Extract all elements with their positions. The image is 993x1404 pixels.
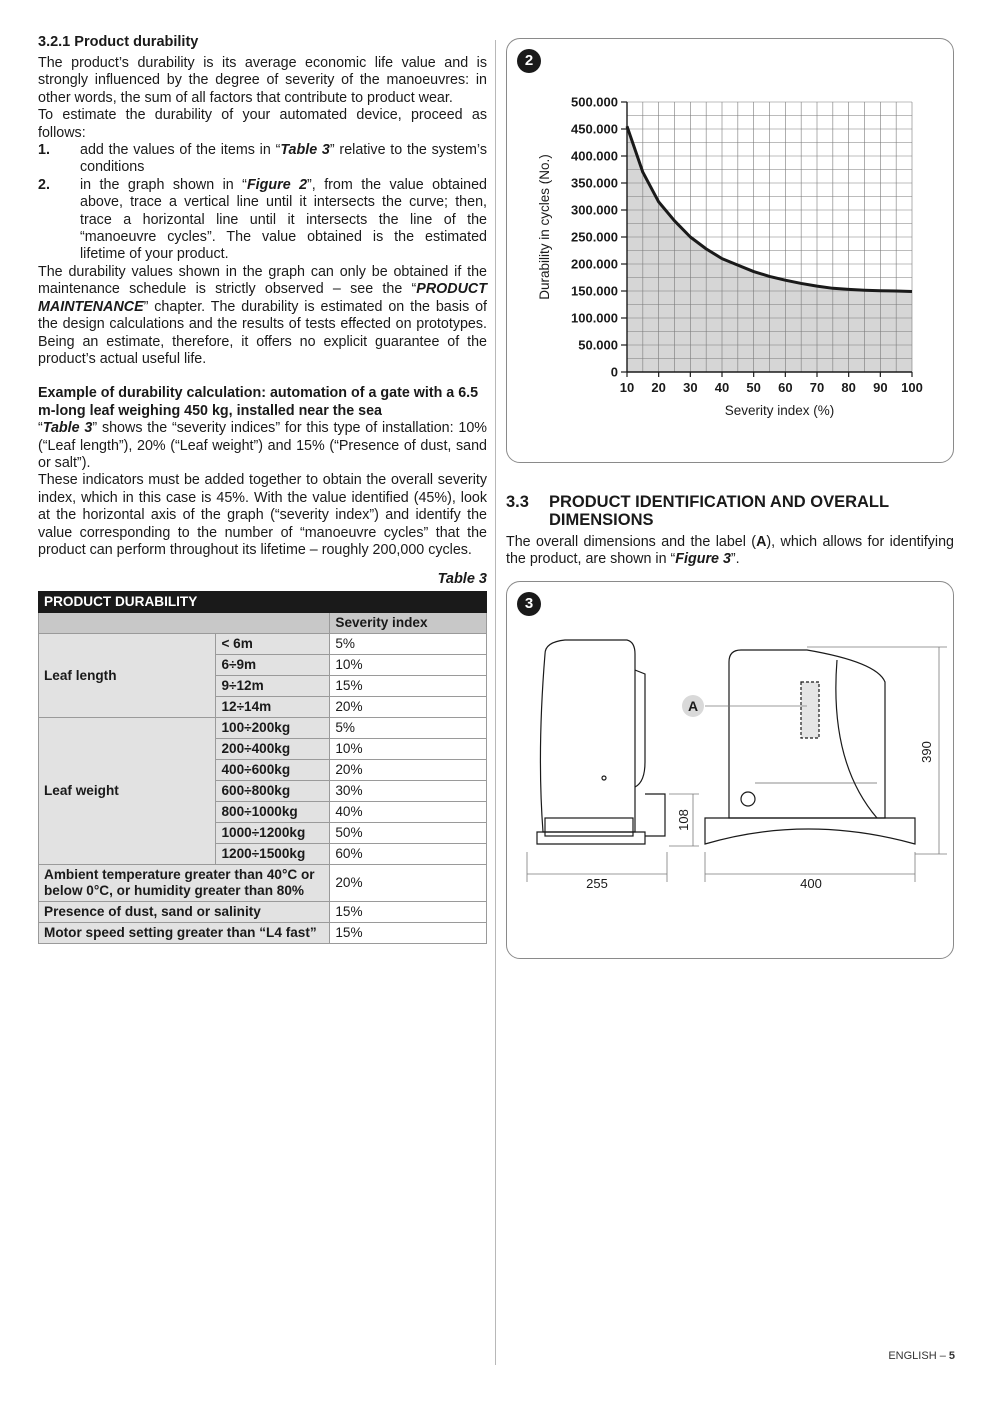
step-item: 2. in the graph shown in “Figure 2”, from the value obtained above, trace a vertical line until it intersects the curve; then, trace a horizontal line until it intersects the line of the “manoeuvre cycles”. The value obtained is the estimated lifetime of your product.	[38, 176, 487, 263]
y-tick-label: 200.000	[571, 256, 618, 272]
page-number: 5	[948, 1350, 955, 1362]
y-tick-label: 500.000	[571, 94, 618, 110]
table-row: 400÷600kg 20%	[39, 760, 487, 781]
x-tick-label: 90	[873, 380, 888, 395]
step-item: 1. add the values of the items in “Table 3” relative to the system’s conditions	[38, 142, 487, 176]
figure-3-box	[506, 581, 954, 959]
side-view-base	[537, 832, 645, 844]
table-row: Leaf weight 100÷200kg 5%	[39, 718, 487, 739]
front-view-curve	[836, 660, 877, 818]
durability-chart	[507, 39, 955, 462]
front-view-logo	[741, 792, 755, 806]
example-paragraph-1: “Table 3” shows the “severity indices” for this type of installation: 10% (“Leaf length”), 20% (“Leaf weight”) and 15% (“Presence of dust, sand or salt”).	[38, 420, 488, 471]
table-row: 800÷1000kg 40%	[39, 802, 487, 823]
section-3-3	[506, 493, 954, 569]
x-tick-label: 60	[778, 380, 793, 395]
severity-index-header: Severity index	[330, 613, 487, 634]
figure-reference: Figure 2	[246, 176, 308, 193]
table-title-row	[39, 592, 487, 613]
section-3-3-title: 3.3 PRODUCT IDENTIFICATION AND OVERALL DIMENSIONS	[506, 493, 889, 529]
right-column	[506, 38, 954, 959]
dimension-400: 400	[800, 875, 822, 891]
chart-plot-area	[537, 95, 923, 419]
table-header-row	[39, 613, 487, 634]
table-row: Presence of dust, sand or salinity 15%	[39, 902, 487, 923]
x-tick-label: 50	[746, 380, 761, 395]
left-column	[38, 34, 487, 944]
figure-2-box	[506, 38, 954, 463]
x-tick-label: 70	[809, 380, 825, 395]
dimension-255: 255	[586, 875, 608, 891]
figure-2-number: 2	[517, 49, 541, 73]
x-tick-label: 20	[651, 380, 666, 395]
x-axis-label: Severity index (%)	[724, 403, 835, 418]
y-tick-label: 50.000	[578, 337, 618, 353]
example-paragraph-2: These indicators must be added together to obtain the overall severity index, which in this case is 45%. With the value identified (45%), look at the horizontal axis of the graph (“severity index”) and identify the value corresponding to the number of “manoeuvre cycles” that the product can perform throughout its lifetime – roughly 200,000 cycles.	[38, 472, 487, 558]
table-row: 6÷9m 10%	[39, 655, 487, 676]
dimensions-drawing	[507, 582, 955, 958]
durability-intro: The product’s durability is its average economic life value and is strongly influenced by the degree of severity of the manoeuvres: in other words, the sum of all factors that contribute to product wear.	[38, 55, 487, 106]
side-view-connector	[645, 794, 665, 836]
side-view-slot	[545, 818, 633, 836]
table-caption: Table 3	[437, 571, 487, 588]
y-tick-label: 400.000	[571, 148, 618, 164]
side-view-cover	[635, 670, 645, 787]
page-footer: ENGLISH – 5	[888, 1350, 955, 1362]
dimension-390: 390	[919, 740, 934, 763]
table-row: 1000÷1200kg 50%	[39, 823, 487, 844]
y-tick-label: 450.000	[571, 121, 618, 137]
dimension-108: 108	[676, 808, 691, 831]
table-row: 600÷800kg 30%	[39, 781, 487, 802]
column-divider	[495, 40, 496, 1365]
table-title: PRODUCT DURABILITY	[39, 592, 487, 613]
y-axis-label: Durability in cycles (No.)	[537, 154, 552, 300]
leaf-weight-label: Leaf weight	[39, 718, 216, 865]
table-row: 200÷400kg 10%	[39, 739, 487, 760]
front-view-base	[705, 818, 915, 844]
label-a-placeholder	[801, 682, 819, 738]
y-tick-label: 300.000	[571, 202, 618, 218]
table-reference: Table 3	[280, 142, 330, 159]
table-row: Leaf length < 6m 5%	[39, 634, 487, 655]
maintenance-note: The durability values shown in the graph can only be obtained if the maintenance schedule is strictly observed – see the “PRODUCT MAINTENANCE” chapter. The durability is estimated on the basis of the design calculations and the results of tests effected on prototypes. Being an estimate, therefore, it offers no explicit guarantee of the product’s actual useful life.	[38, 263, 487, 367]
x-tick-label: 10	[619, 380, 635, 395]
x-tick-label: 30	[683, 380, 698, 395]
durability-table	[38, 591, 487, 944]
chapter-reference: PRODUCT MAINTENANCE	[38, 281, 487, 315]
table-row: Ambient temperature greater than 40°C or below 0°C, or humidity greater than 80% 20%	[39, 865, 487, 902]
figure-3-number: 3	[517, 592, 541, 616]
x-tick-label: 40	[714, 380, 730, 395]
example-title: Example of durability calculation: automation of a gate with a 6.5 m-long leaf weighing 450 kg, installed near the sea	[38, 385, 479, 419]
table-row: 9÷12m 15%	[39, 676, 487, 697]
side-view-screw	[602, 776, 606, 780]
steps-list	[38, 142, 487, 264]
section-3-3-text: The overall dimensions and the label (A), which allows for identifying the product, are shown in “Figure 3”.	[506, 534, 954, 568]
x-tick-label: 80	[841, 380, 856, 395]
y-tick-label: 100.000	[571, 310, 618, 326]
side-view-body	[540, 640, 635, 832]
y-tick-label: 0	[610, 364, 618, 380]
estimate-intro: To estimate the durability of your automated device, proceed as follows:	[38, 107, 487, 141]
table-row: Motor speed setting greater than “L4 fast” 15%	[39, 923, 487, 944]
label-a-text: A	[687, 697, 699, 714]
x-tick-label: 100	[901, 380, 923, 395]
y-tick-label: 250.000	[571, 229, 618, 245]
table-row: 12÷14m 20%	[39, 697, 487, 718]
section-title-durability: 3.2.1 Product durability	[38, 34, 199, 50]
y-tick-label: 150.000	[571, 283, 618, 299]
table-row: 1200÷1500kg 60%	[39, 844, 487, 865]
leaf-length-label: Leaf length	[39, 634, 216, 718]
y-tick-label: 350.000	[571, 175, 618, 191]
